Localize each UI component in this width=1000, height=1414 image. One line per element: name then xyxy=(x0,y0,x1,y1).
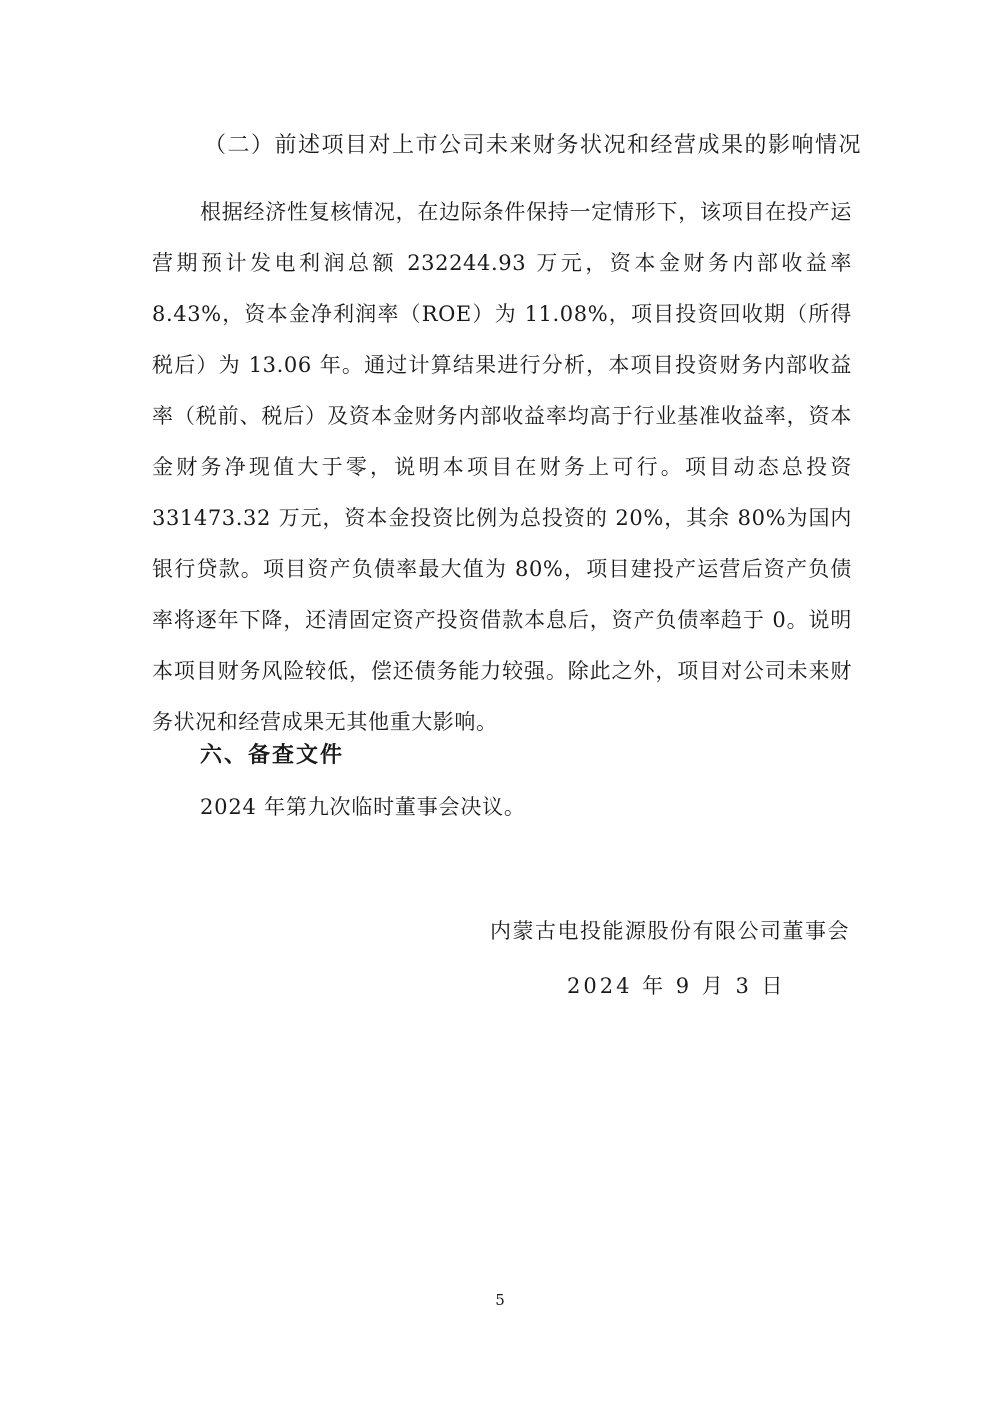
section-heading: 六、备查文件 xyxy=(200,743,345,768)
subsection-heading: （二）前述项目对上市公司未来财务状况和经营成果的影响情况 xyxy=(204,133,863,158)
signature-date: 2024 年 9 月 3 日 xyxy=(567,974,786,998)
signature-organization: 内蒙古电投能源股份有限公司董事会 xyxy=(490,919,850,943)
page-number: 5 xyxy=(495,1291,505,1309)
body-paragraph: 根据经济性复核情况，在边际条件保持一定情形下，该项目在投产运营期预计发电利润总额 232244.93 万元，资本金财务内部收益率 8.43%，资本金净利润率（ROE）为 11.08%，项目投资回收期（所得税后）为 13.06 年。通过计算结果进行分析，本项目投资财务内部收益率（税前、税后）及资本金财务内部收益率均高于行业基准收益率，资本金财务净现值大于零，说明本项目在财务上可行。项目动态总投资 331473.32 万元，资本金投资比例为总投资的 20%，其余 80%为国内银行贷款。项目资产负债率最大值为 80%，项目建投产运营后资产负债率将逐年下降，还清固定资产投资借款本息后，资产负债率趋于 0。说明本项目财务风险较低，偿还债务能力较强。除此之外，项目对公司未来财务状况和经营成果无其他重大影响。 xyxy=(152,200,852,734)
attachment-item: 2024 年第九次临时董事会决议。 xyxy=(200,795,526,819)
